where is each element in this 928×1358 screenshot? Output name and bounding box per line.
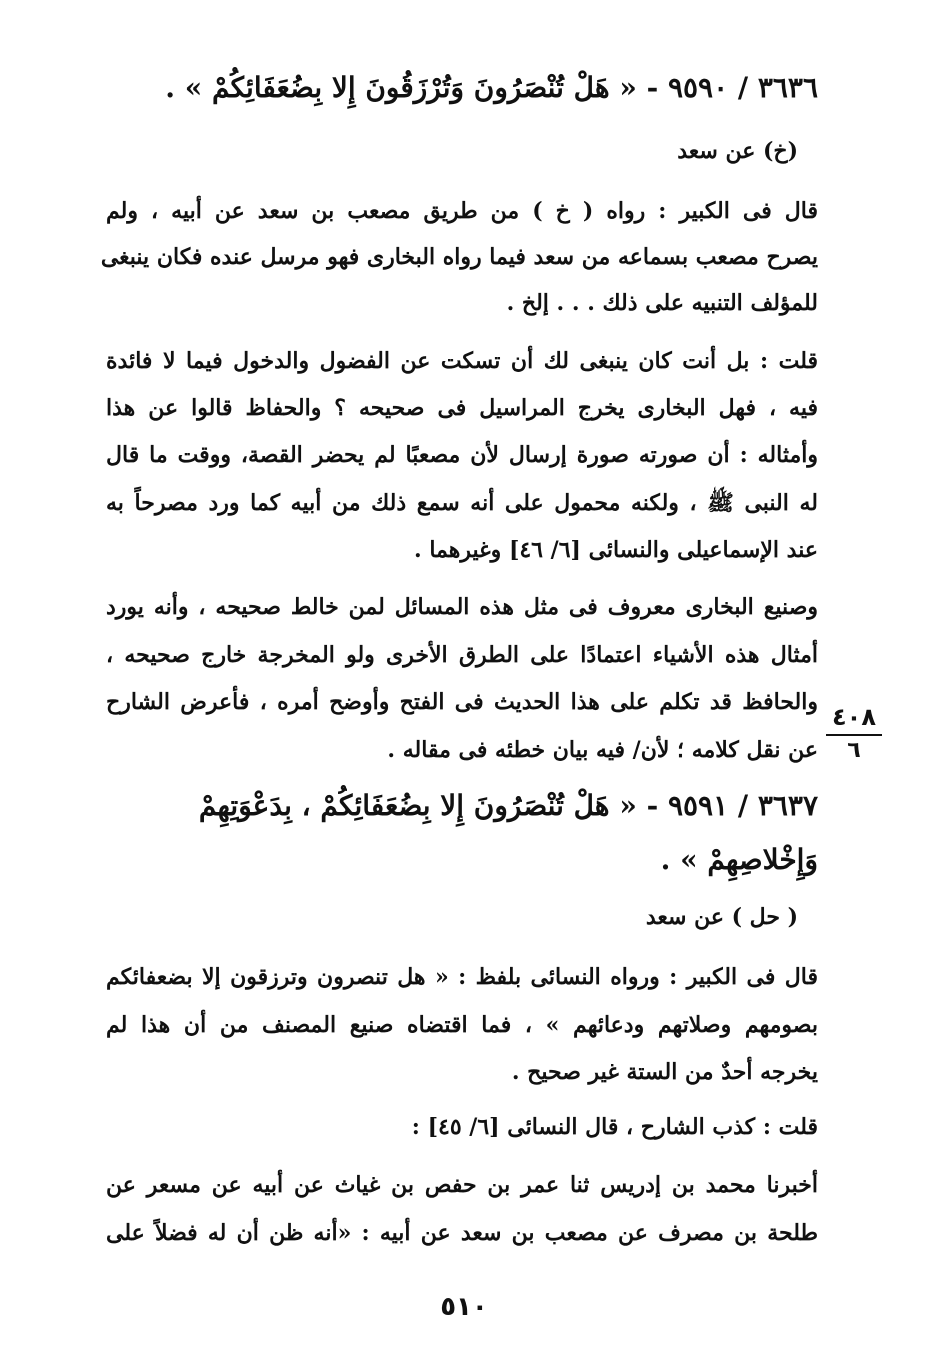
margin-page-reference <box>826 702 882 764</box>
para-2-line-4: له النبى ﷺ ، ولكنه محمول على أنه سمع ذلك من أبيه كما ورد مصرحاً به <box>106 490 818 516</box>
para-1-line-1: قال فى الكبير : رواه ( خ ) من طريق مصعب بن سعد عن أبيه ، ولم <box>106 198 818 224</box>
hadith-3637-line-1: ٣٦٣٧ / ٩٥٩١ - « هَلْ تُنْصَرُونَ إِلا بِضُعَفَائِكُمْ ، بِدَعْوَتِهِمْ <box>198 789 818 822</box>
para-3-line-4: عن نقل كلامه ؛ لأن/ فيه بيان خطئه فى مقاله . <box>387 737 818 763</box>
para-6-line-2: طلحة بن مصرف عن مصعب بن سعد عن أبيه : «أنه ظن أن له فضلاً على <box>106 1220 818 1246</box>
para-4-line-1: قال فى الكبير : ورواه النسائى بلفظ : « هل تنصرون وترزقون إلا بضعفائكم <box>106 964 818 990</box>
para-6-line-1: أخبرنا محمد بن إدريس ثنا عمر بن حفص بن غياث عن أبيه عن مسعر عن <box>106 1172 818 1198</box>
para-2-line-1 <box>106 344 818 378</box>
para-1-line-3: للمؤلف التنبيه على ذلك . . . إلخ . <box>506 290 818 316</box>
para-1-line-2: يصرح مصعب بسماعه من سعد فيما رواه البخارى فهو مرسل عنده فكان ينبغى <box>100 244 818 270</box>
para-3-line-2: أمثال هذه الأشياء اعتمادًا على الطرق الأخرى ولو المخرجة خارج صحيحه ، <box>106 642 818 668</box>
para-4-line-3: يخرجه أحدٌ من الستة غير صحيح . <box>511 1059 818 1085</box>
para-2-line-3: وأمثاله : أن صورته صورة إرسال لأن مصعبًا لم يحضر القصة، ووقت ما قال <box>106 442 818 468</box>
para-2-line-1-text: بل أنت كان ينبغى لك أن تسكت عن الفضول والدخول فيما لا فائدة <box>106 348 750 374</box>
margin-divider <box>826 734 882 736</box>
qultu-label-2: قلت : <box>762 1114 818 1140</box>
page-number: ٥١٠ <box>440 1292 488 1322</box>
para-3-line-3: والحافظ قد تكلم على هذا الحديث فى الفتح وأوضح أمره ، فأعرض الشارح <box>106 689 818 715</box>
para-2-line-5: عند الإسماعيلى والنسائى [٦/ ٤٦] وغيرهما . <box>414 537 818 563</box>
margin-volume-number: ٦ <box>847 738 861 763</box>
para-5-line-1 <box>106 1110 818 1144</box>
para-3-line-1: وصنيع البخارى معروف فى مثل هذه المسائل لمن خالط صحيحه ، وأنه يورد <box>106 594 818 620</box>
hadith-3637-line-2: وَإِخْلاصِهِمْ » . <box>660 843 818 876</box>
para-5-text: كذب الشارح ، قال النسائى [٦/ ٤٥] : <box>411 1114 756 1140</box>
margin-volume-page: ٤٠٨ <box>832 703 876 731</box>
para-4-line-2: بصومهم وصلاتهم ودعائهم » ، فما اقتضاه صنيع المصنف من أن هذا لم <box>106 1012 818 1038</box>
para-2-line-2: فيه ، فهل البخارى يخرج المراسيل فى صحيحه ؟ والحفاظ قالوا عن هذا <box>106 395 818 421</box>
qultu-label: قلت : <box>759 348 818 374</box>
hadith-3636-source: (خ) عن سعد <box>677 138 798 164</box>
hadith-3636-line-1: ٣٦٣٦ / ٩٥٩٠ - « هَلْ تُنْصَرُونَ وَتُرْزَقُونَ إِلا بِضُعَفَائِكُمْ » . <box>165 71 818 104</box>
hadith-3637-source: ( حل ) عن سعد <box>645 904 798 930</box>
